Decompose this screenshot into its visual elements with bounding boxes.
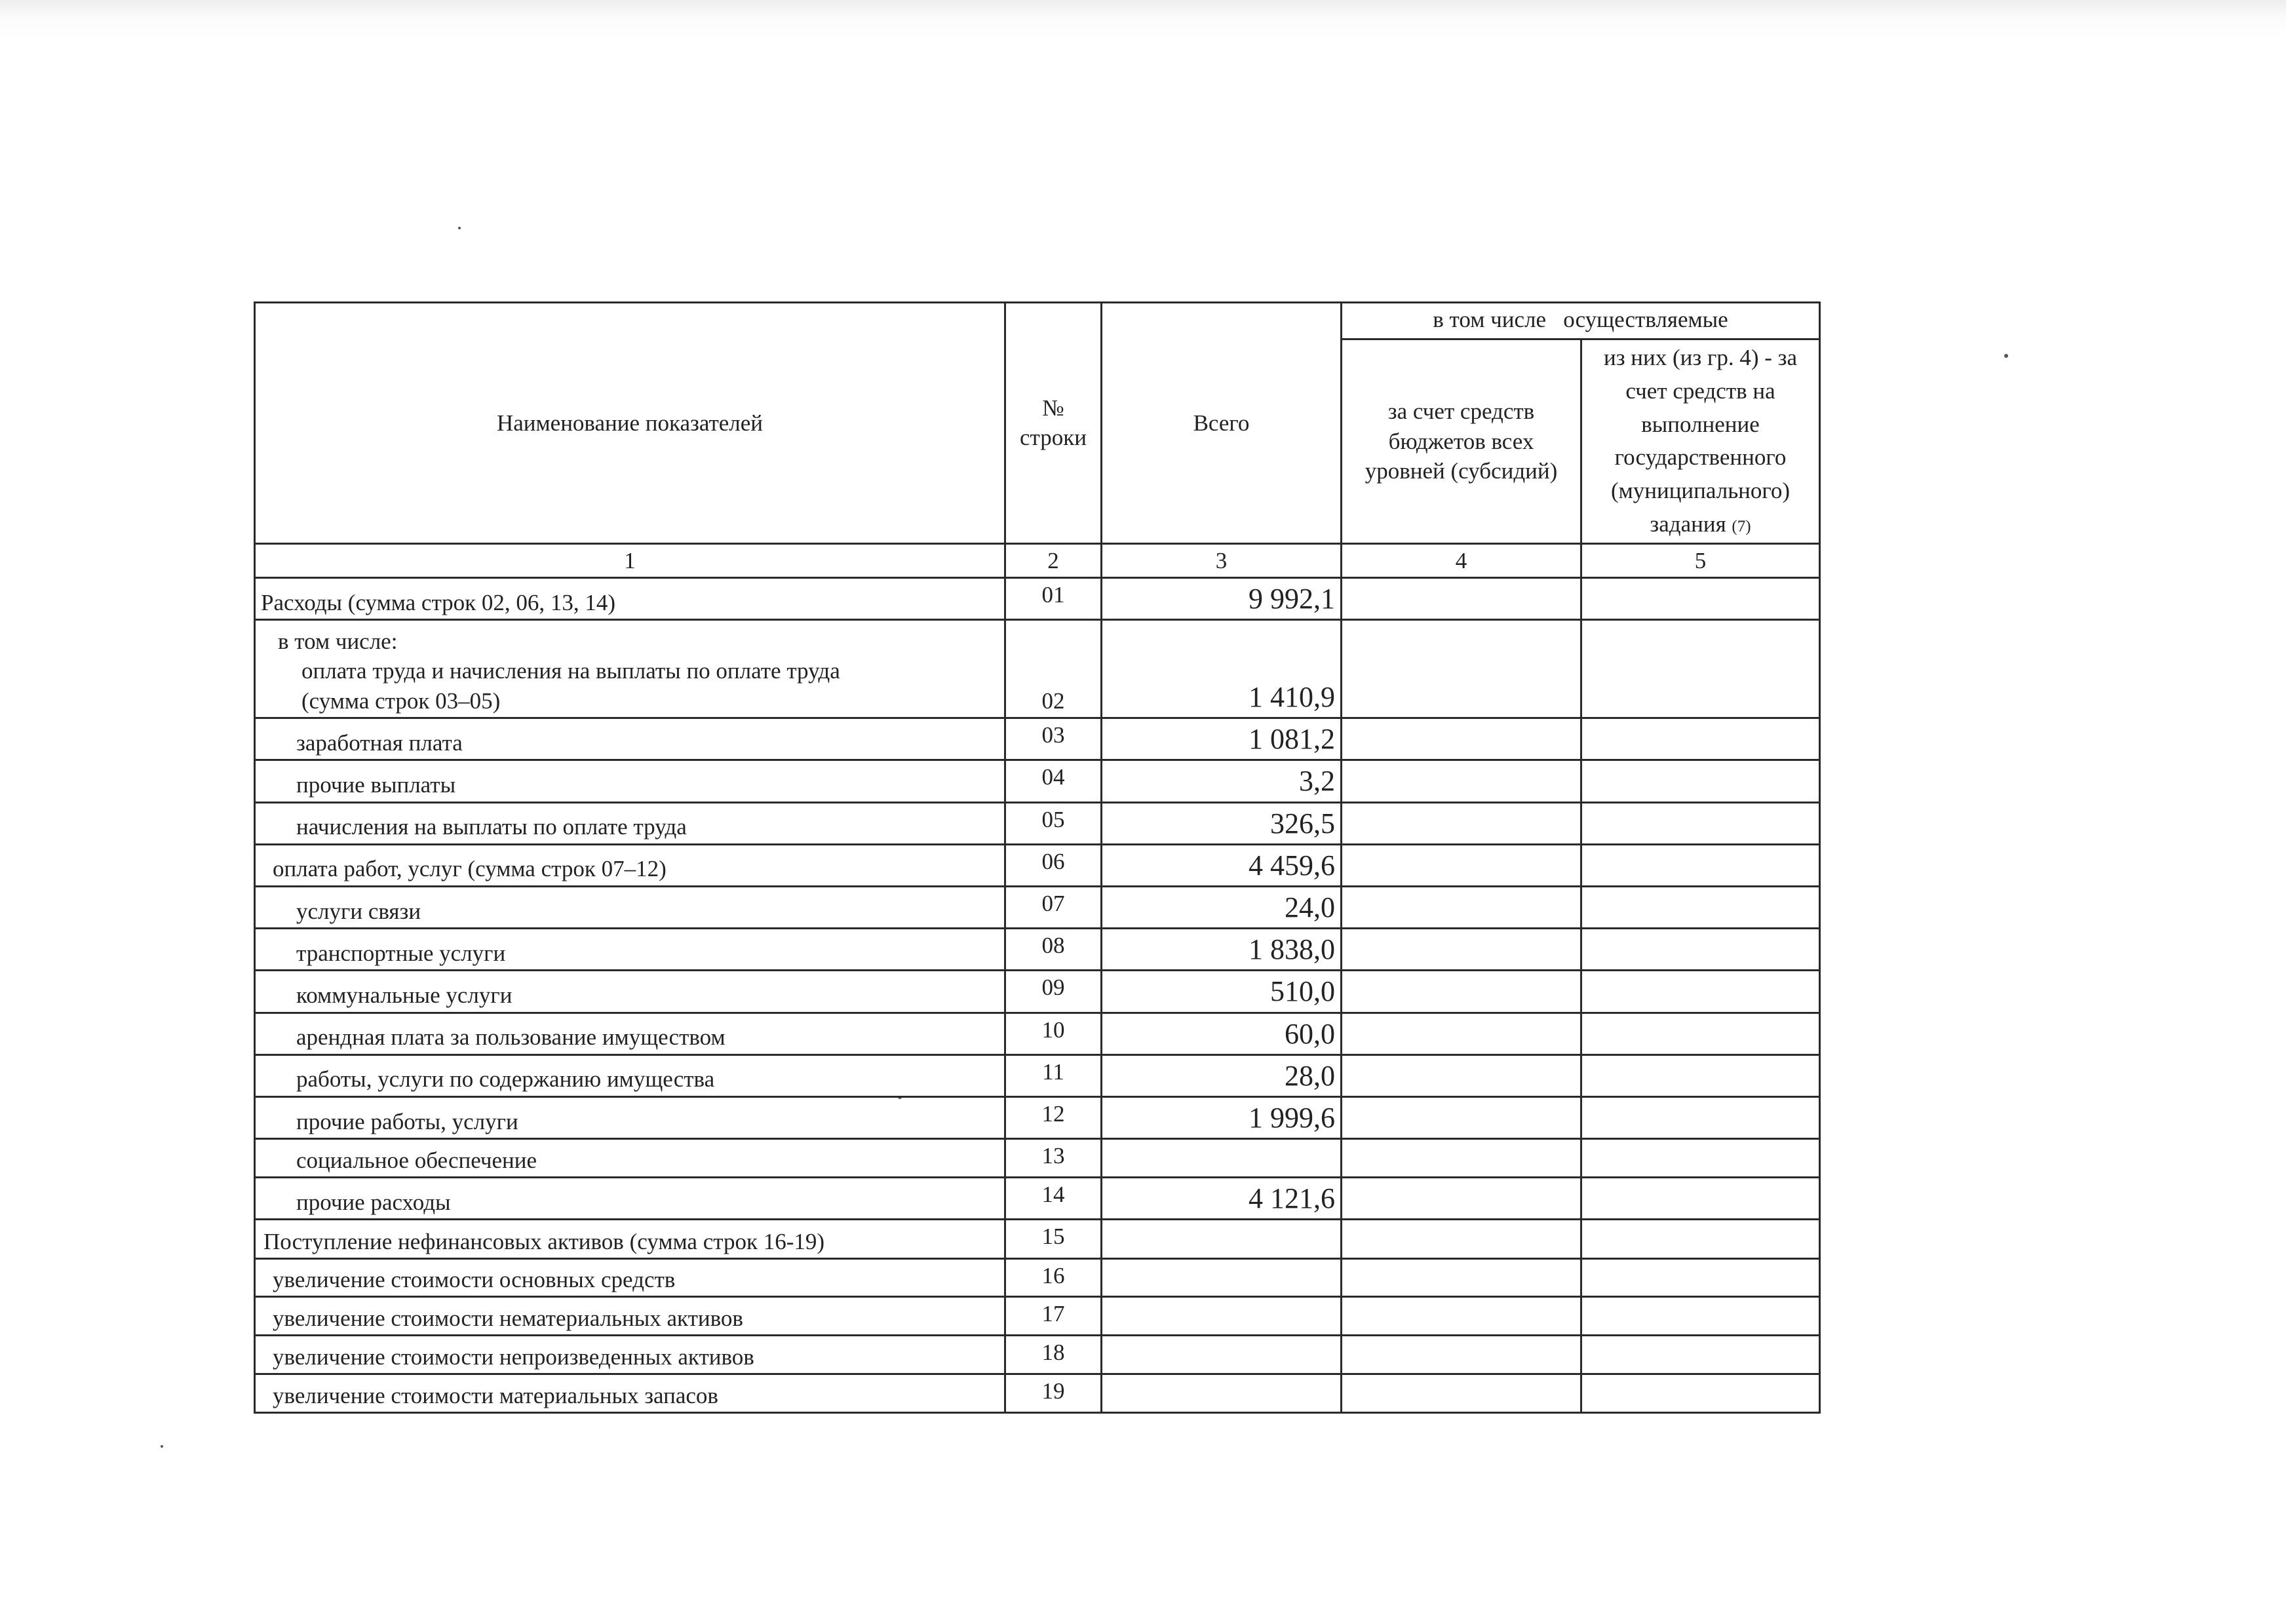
row-budget	[1342, 578, 1581, 620]
row-name-prefix: в том числе:	[278, 628, 398, 654]
table-row	[255, 620, 1820, 718]
row-budget	[1342, 1178, 1581, 1220]
row-name: начисления на выплаты по оплате труда	[255, 802, 1005, 844]
row-budget	[1342, 971, 1581, 1013]
row-code: 06	[1005, 844, 1102, 886]
row-total	[1102, 1139, 1342, 1178]
row-code: 08	[1005, 929, 1102, 971]
row-code: 07	[1005, 886, 1102, 928]
row-task	[1581, 718, 1820, 760]
row-code: 03	[1005, 718, 1102, 760]
row-code: 15	[1005, 1220, 1102, 1259]
table-row	[255, 971, 1820, 1013]
row-total: 4 459,6	[1102, 844, 1342, 886]
row-total: 510,0	[1102, 971, 1342, 1013]
table-row	[255, 1096, 1820, 1138]
table-row	[255, 929, 1820, 971]
row-total: 3,2	[1102, 760, 1342, 802]
row-total	[1102, 1259, 1342, 1297]
row-task	[1581, 844, 1820, 886]
header-task-line5: (муниципального)	[1610, 478, 1791, 503]
row-budget	[1342, 1220, 1581, 1259]
row-code: 12	[1005, 1096, 1102, 1138]
header-task-line6	[1587, 508, 1813, 541]
row-budget	[1342, 620, 1581, 718]
table-row	[255, 1259, 1820, 1297]
row-total: 1 081,2	[1102, 718, 1342, 760]
table-row	[255, 760, 1820, 802]
expense-table	[254, 301, 1821, 1414]
row-name: арендная плата за пользование имуществом	[255, 1013, 1005, 1054]
header-task-note: (7)	[1732, 517, 1751, 535]
table-row	[255, 1297, 1820, 1336]
header-name	[255, 303, 1005, 544]
column-number-5: 5	[1581, 543, 1820, 578]
header-task-line1: из них (из гр. 4) - за	[1603, 345, 1797, 370]
row-code: 19	[1005, 1374, 1102, 1413]
row-total: 1 410,9	[1102, 620, 1342, 718]
header-task-line3: выполнение	[1641, 411, 1760, 437]
row-total: 60,0	[1102, 1013, 1342, 1054]
row-name: прочие расходы	[255, 1178, 1005, 1220]
row-total	[1102, 1220, 1342, 1259]
column-number-3: 3	[1102, 543, 1342, 578]
table-row	[255, 1336, 1820, 1374]
row-name: транспортные услуги	[255, 929, 1005, 971]
row-total: 1 838,0	[1102, 929, 1342, 971]
row-budget	[1342, 718, 1581, 760]
column-number-4: 4	[1342, 543, 1581, 578]
row-name: прочие работы, услуги	[255, 1096, 1005, 1138]
row-name: социальное обеспечение	[255, 1139, 1005, 1178]
row-budget	[1342, 886, 1581, 928]
header-name-text: Наименование показателей	[496, 410, 764, 436]
header-code	[1005, 303, 1102, 544]
row-task	[1581, 1336, 1820, 1374]
row-name: увеличение стоимости материальных запасов	[255, 1374, 1005, 1413]
row-total	[1102, 1374, 1342, 1413]
row-task	[1581, 1297, 1820, 1336]
row-task	[1581, 1220, 1820, 1259]
header-task-line2: счет средств на	[1625, 377, 1775, 404]
row-task	[1581, 1259, 1820, 1297]
speck-1	[458, 227, 461, 229]
row-code: 05	[1005, 802, 1102, 844]
row-task	[1581, 1013, 1820, 1054]
row-name: коммунальные услуги	[255, 971, 1005, 1013]
row-code: 14	[1005, 1178, 1102, 1220]
row-name-line1: оплата труда и начисления на выплаты по оплате труда	[301, 658, 840, 684]
table-row	[255, 578, 1820, 620]
row-total: 326,5	[1102, 802, 1342, 844]
row-task	[1581, 1178, 1820, 1220]
table-row	[255, 1178, 1820, 1220]
table-row	[255, 844, 1820, 886]
header-budget	[1342, 339, 1581, 544]
row-name: работы, услуги по содержанию имущества	[255, 1054, 1005, 1096]
row-name	[255, 620, 1005, 718]
row-budget	[1342, 760, 1581, 802]
table-row	[255, 802, 1820, 844]
row-code: 16	[1005, 1259, 1102, 1297]
row-task	[1581, 760, 1820, 802]
header-task-line6-text: задания	[1650, 511, 1726, 537]
row-name: услуги связи	[255, 886, 1005, 928]
table-row	[255, 718, 1820, 760]
row-code: 13	[1005, 1139, 1102, 1178]
row-task	[1581, 620, 1820, 718]
row-budget	[1342, 1259, 1581, 1297]
row-total: 9 992,1	[1102, 578, 1342, 620]
row-budget	[1342, 1139, 1581, 1178]
row-budget	[1342, 1054, 1581, 1096]
row-total: 28,0	[1102, 1054, 1342, 1096]
row-task	[1581, 929, 1820, 971]
column-number-1: 1	[255, 543, 1005, 578]
row-budget	[1342, 1013, 1581, 1054]
row-task	[1581, 578, 1820, 620]
header-code-line2: строки	[1020, 425, 1087, 451]
row-task	[1581, 1139, 1820, 1178]
table-row	[255, 1374, 1820, 1413]
row-task	[1581, 971, 1820, 1013]
row-name: увеличение стоимости основных средств	[255, 1259, 1005, 1297]
row-name: увеличение стоимости нематериальных активов	[255, 1297, 1005, 1336]
row-code: 18	[1005, 1336, 1102, 1374]
row-code: 11	[1005, 1054, 1102, 1096]
row-name-line2: (сумма строк 03–05)	[301, 687, 501, 714]
row-code: 01	[1005, 578, 1102, 620]
row-budget	[1342, 929, 1581, 971]
header-task	[1581, 339, 1820, 544]
row-total: 4 121,6	[1102, 1178, 1342, 1220]
speck-2	[2004, 354, 2008, 358]
row-name: заработная плата	[255, 718, 1005, 760]
header-group-text: в том числе осуществляемые	[1433, 307, 1728, 332]
row-name: увеличение стоимости непроизведенных активов	[255, 1336, 1005, 1374]
row-budget	[1342, 1336, 1581, 1374]
table-row	[255, 1139, 1820, 1178]
row-task	[1581, 1054, 1820, 1096]
table-row	[255, 1220, 1820, 1259]
speck-3	[161, 1445, 163, 1448]
row-code: 09	[1005, 971, 1102, 1013]
row-budget	[1342, 1096, 1581, 1138]
row-code: 04	[1005, 760, 1102, 802]
header-total-text: Всего	[1193, 410, 1250, 436]
row-budget	[1342, 1297, 1581, 1336]
row-name: прочие выплаты	[255, 760, 1005, 802]
header-code-line1: №	[1042, 395, 1064, 421]
row-code: 17	[1005, 1297, 1102, 1336]
row-name: Расходы (сумма строк 02, 06, 13, 14)	[255, 578, 1005, 620]
header-task-line4: государственного	[1614, 444, 1787, 471]
row-budget	[1342, 802, 1581, 844]
row-total	[1102, 1336, 1342, 1374]
row-task	[1581, 1096, 1820, 1138]
row-code: 10	[1005, 1013, 1102, 1054]
row-total	[1102, 1297, 1342, 1336]
row-budget	[1342, 844, 1581, 886]
column-number-row	[255, 543, 1820, 578]
column-number-2: 2	[1005, 543, 1102, 578]
row-name: оплата работ, услуг (сумма строк 07–12)	[255, 844, 1005, 886]
header-row-1	[255, 303, 1820, 339]
header-budget-line1: за счет средств	[1387, 398, 1535, 424]
header-total	[1102, 303, 1342, 544]
row-task	[1581, 1374, 1820, 1413]
header-budget-line2: бюджетов всех	[1388, 428, 1534, 454]
row-task	[1581, 886, 1820, 928]
row-code: 02	[1005, 620, 1102, 718]
header-budget-line3: уровней (субсидий)	[1365, 458, 1558, 484]
header-group	[1342, 303, 1820, 339]
row-task	[1581, 802, 1820, 844]
row-name: Поступление нефинансовых активов (сумма строк 16-19)	[255, 1220, 1005, 1259]
table-row	[255, 886, 1820, 928]
table-row	[255, 1054, 1820, 1096]
row-budget	[1342, 1374, 1581, 1413]
table-row	[255, 1013, 1820, 1054]
row-total: 1 999,6	[1102, 1096, 1342, 1138]
row-total: 24,0	[1102, 886, 1342, 928]
